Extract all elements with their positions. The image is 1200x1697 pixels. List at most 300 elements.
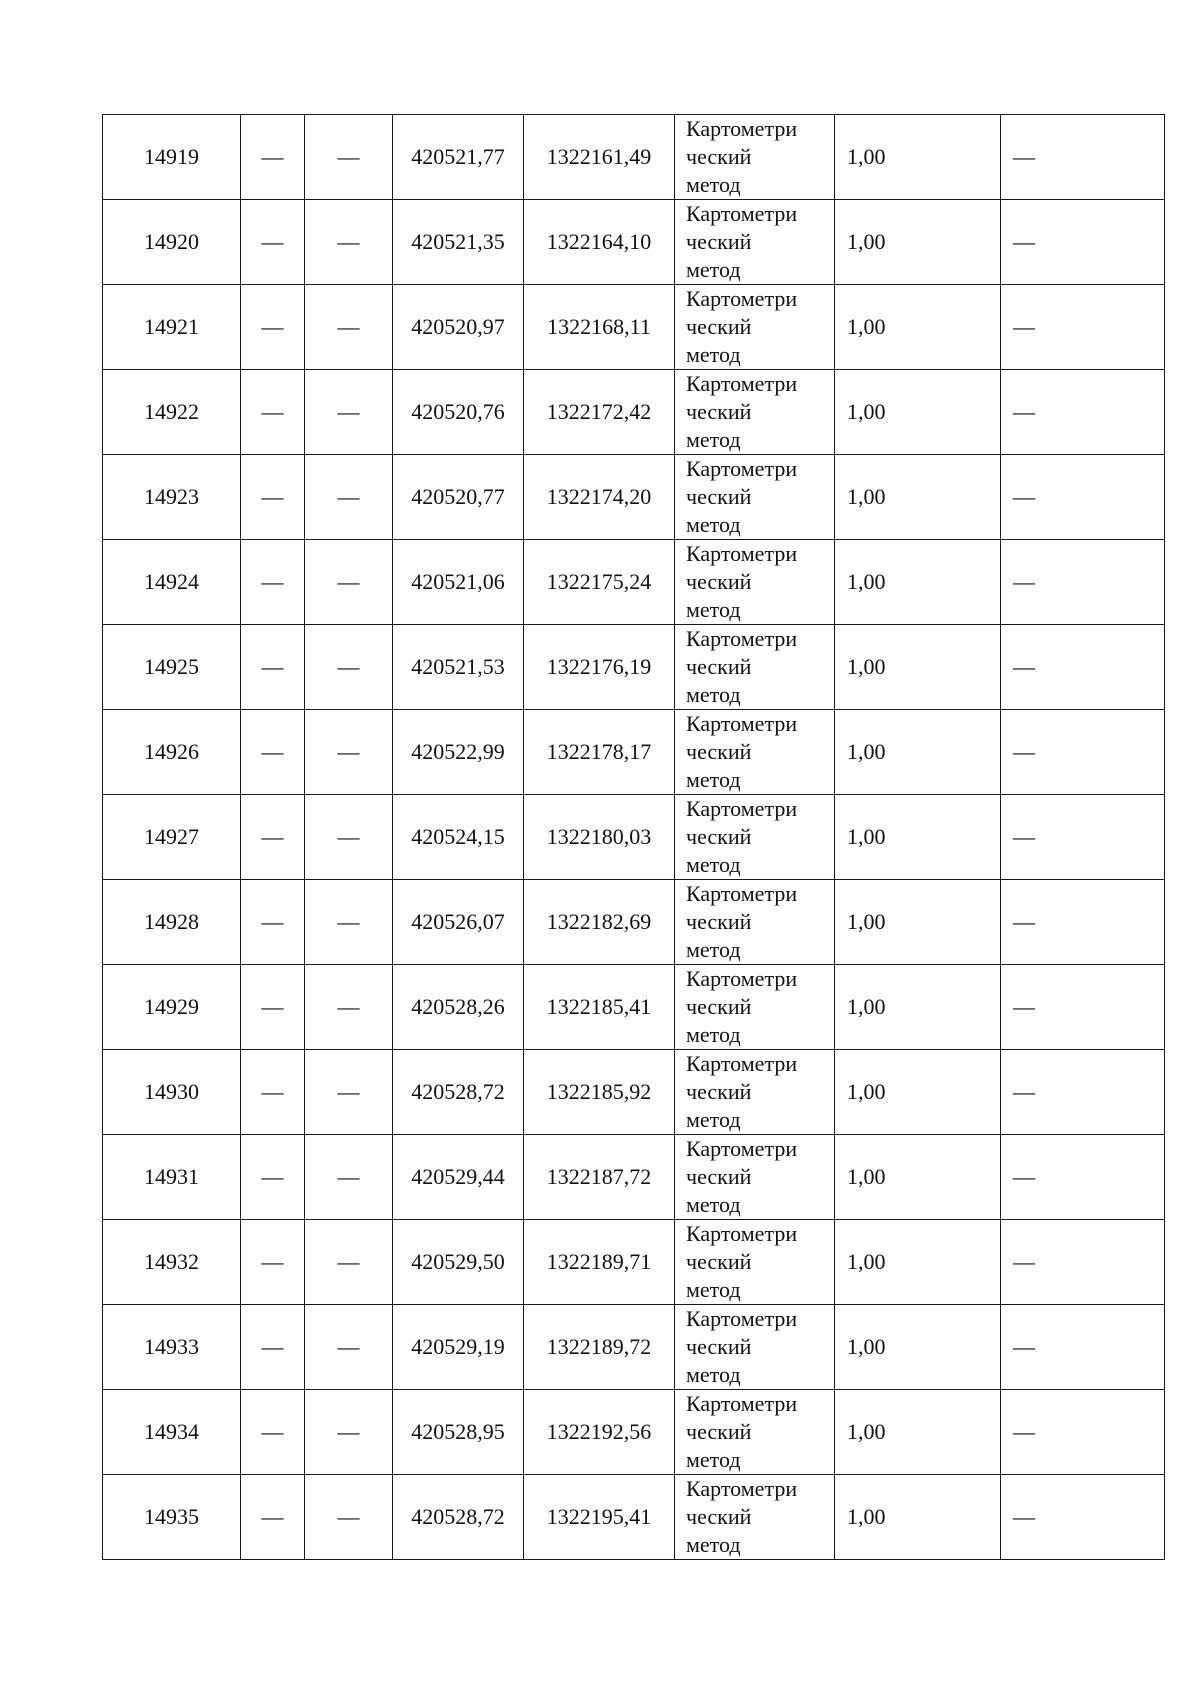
accuracy-cell-text: 1,00	[847, 1504, 886, 1529]
point-number-cell	[103, 1305, 241, 1390]
accuracy-cell	[835, 625, 1001, 710]
y-coordinate-cell-text: 1322176,19	[546, 654, 652, 679]
method-text-line: ческий	[686, 399, 752, 424]
y-coordinate-cell	[524, 1305, 675, 1390]
point-number-cell	[103, 1135, 241, 1220]
accuracy-cell	[835, 1475, 1001, 1560]
method-text-line: Картометри	[686, 1136, 798, 1161]
method-text-line: метод	[686, 1022, 741, 1047]
accuracy-cell	[835, 1050, 1001, 1135]
dash-mark: —	[337, 569, 360, 594]
empty-value-cell	[305, 965, 393, 1050]
dash-mark: —	[1013, 314, 1035, 339]
x-coordinate-cell	[393, 1050, 524, 1135]
empty-value-cell	[1001, 710, 1165, 795]
method-text-line: метод	[686, 597, 741, 622]
point-number-cell-text: 14924	[144, 569, 199, 594]
empty-value-cell	[241, 710, 305, 795]
y-coordinate-cell	[524, 965, 675, 1050]
dash-mark: —	[261, 314, 284, 339]
empty-value-cell	[305, 370, 393, 455]
point-number-cell-text: 14935	[144, 1504, 199, 1529]
empty-value-cell	[241, 1050, 305, 1135]
table-row	[103, 370, 1165, 455]
point-number-cell-text: 14919	[144, 144, 199, 169]
empty-value-cell	[241, 1390, 305, 1475]
accuracy-cell	[835, 880, 1001, 965]
empty-value-cell	[305, 710, 393, 795]
accuracy-cell	[835, 1135, 1001, 1220]
table-row	[103, 1220, 1165, 1305]
method-text-line: Картометри	[686, 796, 798, 821]
table-row	[103, 285, 1165, 370]
method-text-line: ческий	[686, 1079, 752, 1104]
empty-value-cell	[305, 880, 393, 965]
point-number-cell	[103, 115, 241, 200]
table-row	[103, 455, 1165, 540]
empty-value-cell	[241, 1135, 305, 1220]
dash-mark: —	[261, 1249, 284, 1274]
empty-value-cell	[241, 455, 305, 540]
dash-mark: —	[1013, 229, 1035, 254]
x-coordinate-cell	[393, 285, 524, 370]
method-cell	[675, 1390, 835, 1475]
y-coordinate-cell-text: 1322161,49	[546, 144, 652, 169]
point-number-cell	[103, 880, 241, 965]
empty-value-cell	[305, 285, 393, 370]
accuracy-cell-text: 1,00	[847, 654, 886, 679]
empty-value-cell	[305, 625, 393, 710]
dash-mark: —	[1013, 994, 1035, 1019]
point-number-cell	[103, 795, 241, 880]
dash-mark: —	[337, 399, 360, 424]
y-coordinate-cell	[524, 200, 675, 285]
method-text-line: ческий	[686, 484, 752, 509]
y-coordinate-cell	[524, 1050, 675, 1135]
empty-value-cell	[241, 285, 305, 370]
x-coordinate-cell-text: 420529,19	[411, 1334, 505, 1359]
point-number-cell-text: 14920	[144, 229, 199, 254]
x-coordinate-cell	[393, 625, 524, 710]
table-row	[103, 710, 1165, 795]
method-text-line: Картометри	[686, 541, 798, 566]
y-coordinate-cell	[524, 880, 675, 965]
accuracy-cell-text: 1,00	[847, 484, 886, 509]
accuracy-cell-text: 1,00	[847, 1079, 886, 1104]
empty-value-cell	[241, 880, 305, 965]
accuracy-cell	[835, 285, 1001, 370]
x-coordinate-cell	[393, 965, 524, 1050]
dash-mark: —	[337, 229, 360, 254]
empty-value-cell	[241, 965, 305, 1050]
accuracy-cell	[835, 795, 1001, 880]
empty-value-cell	[1001, 1220, 1165, 1305]
dash-mark: —	[261, 994, 284, 1019]
empty-value-cell	[1001, 1135, 1165, 1220]
y-coordinate-cell-text: 1322189,72	[546, 1334, 652, 1359]
x-coordinate-cell	[393, 1305, 524, 1390]
empty-value-cell	[241, 200, 305, 285]
dash-mark: —	[337, 994, 360, 1019]
empty-value-cell	[241, 1475, 305, 1560]
method-text-line: ческий	[686, 1334, 752, 1359]
empty-value-cell	[1001, 115, 1165, 200]
table-body	[103, 115, 1165, 1560]
method-text-line: метод	[686, 852, 741, 877]
accuracy-cell-text: 1,00	[847, 399, 886, 424]
empty-value-cell	[241, 115, 305, 200]
y-coordinate-cell-text: 1322185,41	[546, 994, 652, 1019]
point-number-cell-text: 14931	[144, 1164, 199, 1189]
y-coordinate-cell	[524, 455, 675, 540]
table-row	[103, 115, 1165, 200]
method-text-line: метод	[686, 512, 741, 537]
x-coordinate-cell	[393, 455, 524, 540]
point-number-cell-text: 14927	[144, 824, 199, 849]
point-number-cell	[103, 200, 241, 285]
y-coordinate-cell-text: 1322195,41	[546, 1504, 652, 1529]
dash-mark: —	[261, 824, 284, 849]
dash-mark: —	[261, 1079, 284, 1104]
method-text-line: метод	[686, 682, 741, 707]
x-coordinate-cell-text: 420528,26	[411, 994, 505, 1019]
accuracy-cell-text: 1,00	[847, 569, 886, 594]
point-number-cell	[103, 285, 241, 370]
point-number-cell-text: 14934	[144, 1419, 199, 1444]
y-coordinate-cell-text: 1322180,03	[546, 824, 652, 849]
dash-mark: —	[261, 229, 284, 254]
method-cell	[675, 540, 835, 625]
dash-mark: —	[1013, 909, 1035, 934]
point-number-cell	[103, 370, 241, 455]
table-row	[103, 1135, 1165, 1220]
empty-value-cell	[241, 625, 305, 710]
point-number-cell	[103, 455, 241, 540]
empty-value-cell	[305, 795, 393, 880]
dash-mark: —	[261, 654, 284, 679]
y-coordinate-cell-text: 1322168,11	[547, 314, 651, 339]
method-cell	[675, 115, 835, 200]
dash-mark: —	[261, 909, 284, 934]
table-row	[103, 1475, 1165, 1560]
empty-value-cell	[305, 1305, 393, 1390]
y-coordinate-cell	[524, 370, 675, 455]
point-number-cell-text: 14926	[144, 739, 199, 764]
method-cell	[675, 200, 835, 285]
method-text-line: метод	[686, 172, 741, 197]
dash-mark: —	[261, 484, 284, 509]
x-coordinate-cell-text: 420528,72	[411, 1079, 505, 1104]
point-number-cell	[103, 625, 241, 710]
dash-mark: —	[337, 654, 360, 679]
table-row	[103, 795, 1165, 880]
table-row	[103, 625, 1165, 710]
method-text-line: метод	[686, 427, 741, 452]
method-text-line: ческий	[686, 909, 752, 934]
empty-value-cell	[1001, 540, 1165, 625]
dash-mark: —	[337, 739, 360, 764]
accuracy-cell-text: 1,00	[847, 824, 886, 849]
x-coordinate-cell	[393, 1390, 524, 1475]
point-number-cell-text: 14928	[144, 909, 199, 934]
empty-value-cell	[241, 540, 305, 625]
x-coordinate-cell	[393, 1475, 524, 1560]
method-cell	[675, 965, 835, 1050]
point-number-cell-text: 14930	[144, 1079, 199, 1104]
dash-mark: —	[261, 1504, 284, 1529]
method-text-line: метод	[686, 937, 741, 962]
dash-mark: —	[1013, 1164, 1035, 1189]
empty-value-cell	[305, 1390, 393, 1475]
method-cell	[675, 1305, 835, 1390]
x-coordinate-cell	[393, 880, 524, 965]
dash-mark: —	[1013, 569, 1035, 594]
x-coordinate-cell-text: 420529,50	[411, 1249, 505, 1274]
empty-value-cell	[305, 200, 393, 285]
point-number-cell	[103, 710, 241, 795]
method-text-line: Картометри	[686, 1306, 798, 1331]
method-text-line: ческий	[686, 229, 752, 254]
empty-value-cell	[241, 1305, 305, 1390]
empty-value-cell	[1001, 370, 1165, 455]
point-number-cell-text: 14923	[144, 484, 199, 509]
method-text-line: Картометри	[686, 286, 798, 311]
y-coordinate-cell	[524, 1135, 675, 1220]
accuracy-cell-text: 1,00	[847, 314, 886, 339]
accuracy-cell-text: 1,00	[847, 909, 886, 934]
dash-mark: —	[261, 1334, 284, 1359]
table-row	[103, 200, 1165, 285]
point-number-cell	[103, 1220, 241, 1305]
x-coordinate-cell	[393, 200, 524, 285]
dash-mark: —	[1013, 1079, 1035, 1104]
dash-mark: —	[337, 1249, 360, 1274]
table-row	[103, 1305, 1165, 1390]
dash-mark: —	[1013, 144, 1035, 169]
method-text-line: Картометри	[686, 881, 798, 906]
x-coordinate-cell	[393, 1135, 524, 1220]
method-text-line: ческий	[686, 654, 752, 679]
empty-value-cell	[1001, 625, 1165, 710]
y-coordinate-cell-text: 1322178,17	[546, 739, 652, 764]
y-coordinate-cell-text: 1322164,10	[546, 229, 652, 254]
method-text-line: Картометри	[686, 1221, 798, 1246]
coordinates-table	[102, 114, 1165, 1560]
point-number-cell-text: 14933	[144, 1334, 199, 1359]
empty-value-cell	[241, 1220, 305, 1305]
point-number-cell-text: 14922	[144, 399, 199, 424]
table-row	[103, 965, 1165, 1050]
method-text-line: ческий	[686, 824, 752, 849]
method-text-line: ческий	[686, 144, 752, 169]
empty-value-cell	[1001, 200, 1165, 285]
dash-mark: —	[261, 399, 284, 424]
x-coordinate-cell-text: 420521,35	[411, 229, 505, 254]
accuracy-cell	[835, 1305, 1001, 1390]
accuracy-cell-text: 1,00	[847, 739, 886, 764]
empty-value-cell	[1001, 1390, 1165, 1475]
y-coordinate-cell	[524, 1390, 675, 1475]
x-coordinate-cell	[393, 795, 524, 880]
x-coordinate-cell	[393, 1220, 524, 1305]
empty-value-cell	[1001, 1305, 1165, 1390]
x-coordinate-cell-text: 420528,72	[411, 1504, 505, 1529]
dash-mark: —	[1013, 824, 1035, 849]
method-text-line: ческий	[686, 1249, 752, 1274]
empty-value-cell	[1001, 965, 1165, 1050]
dash-mark: —	[1013, 1504, 1035, 1529]
point-number-cell	[103, 1390, 241, 1475]
method-cell	[675, 1135, 835, 1220]
y-coordinate-cell	[524, 115, 675, 200]
empty-value-cell	[1001, 795, 1165, 880]
dash-mark: —	[261, 144, 284, 169]
accuracy-cell-text: 1,00	[847, 994, 886, 1019]
y-coordinate-cell	[524, 795, 675, 880]
dash-mark: —	[261, 739, 284, 764]
method-text-line: метод	[686, 1447, 741, 1472]
table-row	[103, 1050, 1165, 1135]
empty-value-cell	[305, 1220, 393, 1305]
point-number-cell-text: 14925	[144, 654, 199, 679]
method-text-line: Картометри	[686, 966, 798, 991]
x-coordinate-cell-text: 420521,06	[411, 569, 505, 594]
y-coordinate-cell	[524, 540, 675, 625]
empty-value-cell	[1001, 285, 1165, 370]
method-text-line: Картометри	[686, 1476, 798, 1501]
accuracy-cell	[835, 115, 1001, 200]
x-coordinate-cell	[393, 115, 524, 200]
dash-mark: —	[1013, 739, 1035, 764]
table-row	[103, 540, 1165, 625]
method-text-line: метод	[686, 1277, 741, 1302]
dash-mark: —	[261, 1419, 284, 1444]
accuracy-cell	[835, 965, 1001, 1050]
method-text-line: метод	[686, 1362, 741, 1387]
method-text-line: ческий	[686, 1164, 752, 1189]
dash-mark: —	[337, 1419, 360, 1444]
y-coordinate-cell-text: 1322189,71	[546, 1249, 652, 1274]
empty-value-cell	[305, 540, 393, 625]
method-cell	[675, 370, 835, 455]
x-coordinate-cell	[393, 370, 524, 455]
method-text-line: метод	[686, 257, 741, 282]
point-number-cell	[103, 965, 241, 1050]
dash-mark: —	[337, 1164, 360, 1189]
empty-value-cell	[1001, 1050, 1165, 1135]
point-number-cell	[103, 1050, 241, 1135]
accuracy-cell	[835, 455, 1001, 540]
y-coordinate-cell	[524, 1475, 675, 1560]
dash-mark: —	[337, 824, 360, 849]
accuracy-cell	[835, 710, 1001, 795]
method-text-line: Картометри	[686, 1391, 798, 1416]
method-text-line: Картометри	[686, 201, 798, 226]
y-coordinate-cell-text: 1322172,42	[546, 399, 652, 424]
x-coordinate-cell	[393, 710, 524, 795]
accuracy-cell-text: 1,00	[847, 1419, 886, 1444]
empty-value-cell	[305, 115, 393, 200]
method-cell	[675, 880, 835, 965]
x-coordinate-cell	[393, 540, 524, 625]
dash-mark: —	[337, 1079, 360, 1104]
accuracy-cell-text: 1,00	[847, 1334, 886, 1359]
dash-mark: —	[1013, 1334, 1035, 1359]
empty-value-cell	[1001, 880, 1165, 965]
empty-value-cell	[305, 455, 393, 540]
method-text-line: метод	[686, 1532, 741, 1557]
x-coordinate-cell-text: 420521,77	[411, 144, 505, 169]
method-cell	[675, 795, 835, 880]
dash-mark: —	[337, 1504, 360, 1529]
x-coordinate-cell-text: 420521,53	[411, 654, 505, 679]
y-coordinate-cell	[524, 625, 675, 710]
method-text-line: ческий	[686, 739, 752, 764]
point-number-cell	[103, 1475, 241, 1560]
x-coordinate-cell-text: 420528,95	[411, 1419, 505, 1444]
method-text-line: ческий	[686, 994, 752, 1019]
empty-value-cell	[305, 1050, 393, 1135]
point-number-cell-text: 14921	[144, 314, 199, 339]
method-text-line: метод	[686, 342, 741, 367]
empty-value-cell	[241, 795, 305, 880]
empty-value-cell	[305, 1135, 393, 1220]
method-cell	[675, 1220, 835, 1305]
accuracy-cell	[835, 540, 1001, 625]
x-coordinate-cell-text: 420522,99	[411, 739, 505, 764]
dash-mark: —	[261, 1164, 284, 1189]
dash-mark: —	[1013, 484, 1035, 509]
accuracy-cell	[835, 1390, 1001, 1475]
accuracy-cell	[835, 200, 1001, 285]
method-text-line: Картометри	[686, 456, 798, 481]
method-text-line: Картометри	[686, 1051, 798, 1076]
dash-mark: —	[337, 1334, 360, 1359]
method-text-line: метод	[686, 1192, 741, 1217]
y-coordinate-cell	[524, 1220, 675, 1305]
method-text-line: Картометри	[686, 711, 798, 736]
empty-value-cell	[1001, 1475, 1165, 1560]
empty-value-cell	[241, 370, 305, 455]
x-coordinate-cell-text: 420520,76	[411, 399, 505, 424]
y-coordinate-cell-text: 1322175,24	[546, 569, 652, 594]
method-text-line: Картометри	[686, 371, 798, 396]
y-coordinate-cell	[524, 710, 675, 795]
dash-mark: —	[1013, 654, 1035, 679]
accuracy-cell	[835, 1220, 1001, 1305]
table-row	[103, 1390, 1165, 1475]
y-coordinate-cell	[524, 285, 675, 370]
method-text-line: Картометри	[686, 626, 798, 651]
empty-value-cell	[1001, 455, 1165, 540]
table-row	[103, 880, 1165, 965]
dash-mark: —	[1013, 1419, 1035, 1444]
method-text-line: ческий	[686, 314, 752, 339]
point-number-cell-text: 14932	[144, 1249, 199, 1274]
method-text-line: метод	[686, 767, 741, 792]
x-coordinate-cell-text: 420526,07	[411, 909, 505, 934]
y-coordinate-cell-text: 1322185,92	[546, 1079, 652, 1104]
dash-mark: —	[337, 144, 360, 169]
accuracy-cell-text: 1,00	[847, 1164, 886, 1189]
method-cell	[675, 1475, 835, 1560]
dash-mark: —	[337, 909, 360, 934]
accuracy-cell-text: 1,00	[847, 1249, 886, 1274]
accuracy-cell-text: 1,00	[847, 229, 886, 254]
y-coordinate-cell-text: 1322192,56	[546, 1419, 652, 1444]
dash-mark: —	[1013, 399, 1035, 424]
y-coordinate-cell-text: 1322174,20	[546, 484, 652, 509]
